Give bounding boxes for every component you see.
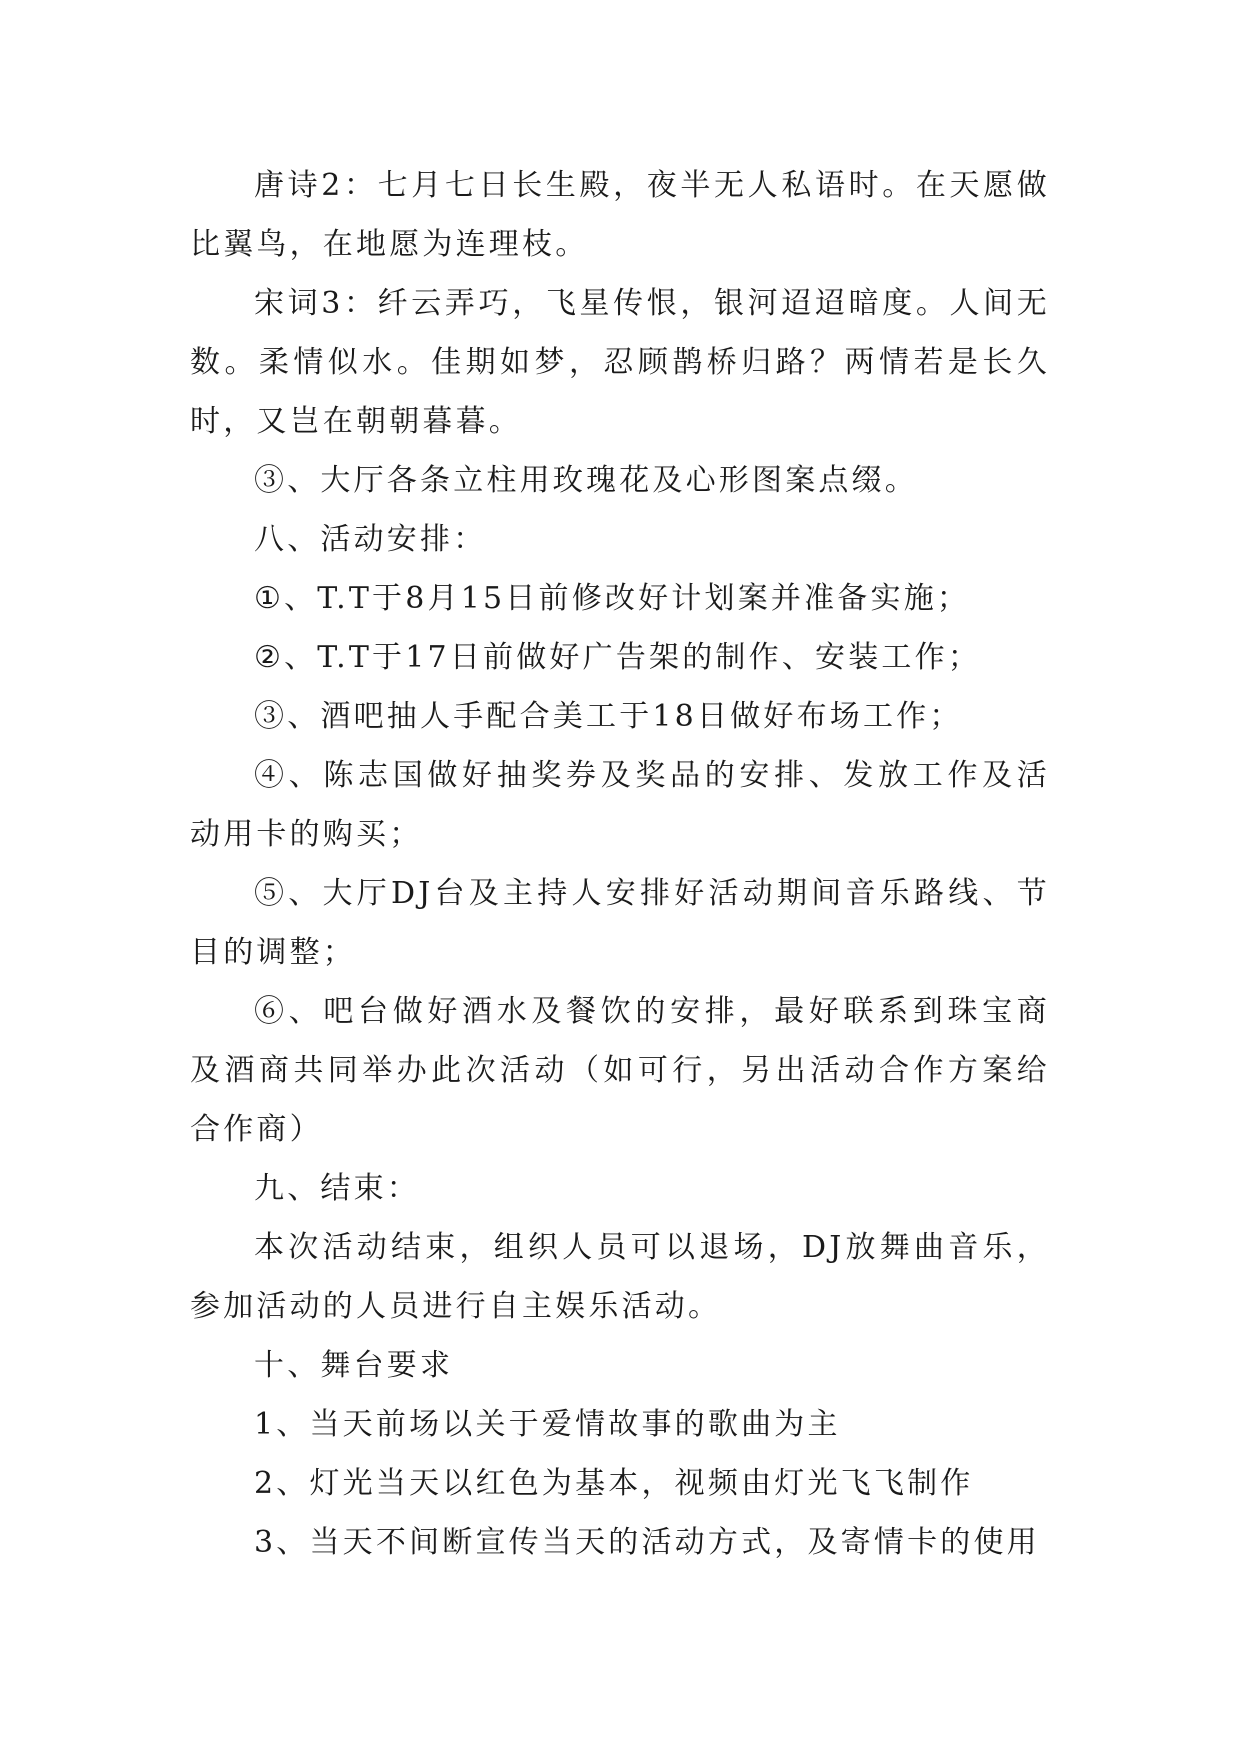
list-item-stage-1: 1、当天前场以关于爱情故事的歌曲为主 <box>254 1407 841 1442</box>
paragraph-tang-poem: 唐诗2：七月七日长生殿，夜半无人私语时。在天愿做比翼鸟，在地愿为连理枝。 <box>190 168 1050 262</box>
list-item-stage-3: 3、当天不间断宣传当天的活动方式，及寄情卡的使用 <box>254 1525 1040 1560</box>
paragraph-ending: 本次活动结束，组织人员可以退场，DJ放舞曲音乐，参加活动的人员进行自主娱乐活动。 <box>190 1230 1050 1324</box>
paragraph-song-ci: 宋词3：纤云弄巧，飞星传恨，银河迢迢暗度。人间无数。柔情似水。佳期如梦，忍顾鹊桥归路？两情若是长久时，又岂在朝朝暮暮。 <box>190 286 1050 439</box>
list-item-stage-2: 2、灯光当天以红色为基本，视频由灯光飞飞制作 <box>254 1466 974 1501</box>
paragraph-pillar-decoration: ③、大厅各条立柱用玫瑰花及心形图案点缀。 <box>254 463 918 498</box>
section-heading-ending: 九、结束： <box>254 1171 420 1206</box>
list-item-arrangement-5: ⑤、大厅DJ台及主持人安排好活动期间音乐路线、节目的调整； <box>190 876 1050 970</box>
section-heading-activity-arrangement: 八、活动安排： <box>254 522 487 557</box>
list-item-arrangement-6: ⑥、吧台做好酒水及餐饮的安排，最好联系到珠宝商及酒商共同举办此次活动（如可行，另出活动合作方案给合作商） <box>190 994 1050 1147</box>
document-body <box>190 156 1050 1572</box>
list-item-arrangement-3: ③、酒吧抽人手配合美工于18日做好布场工作； <box>254 699 963 734</box>
list-item-arrangement-2: ②、T.T于17日前做好广告架的制作、安装工作； <box>254 640 982 675</box>
list-item-arrangement-1: ①、T.T于8月15日前修改好计划案并准备实施； <box>254 581 971 616</box>
list-item-arrangement-4: ④、陈志国做好抽奖券及奖品的安排、发放工作及活动用卡的购买； <box>190 758 1050 852</box>
section-heading-stage-requirements: 十、舞台要求 <box>254 1348 454 1383</box>
